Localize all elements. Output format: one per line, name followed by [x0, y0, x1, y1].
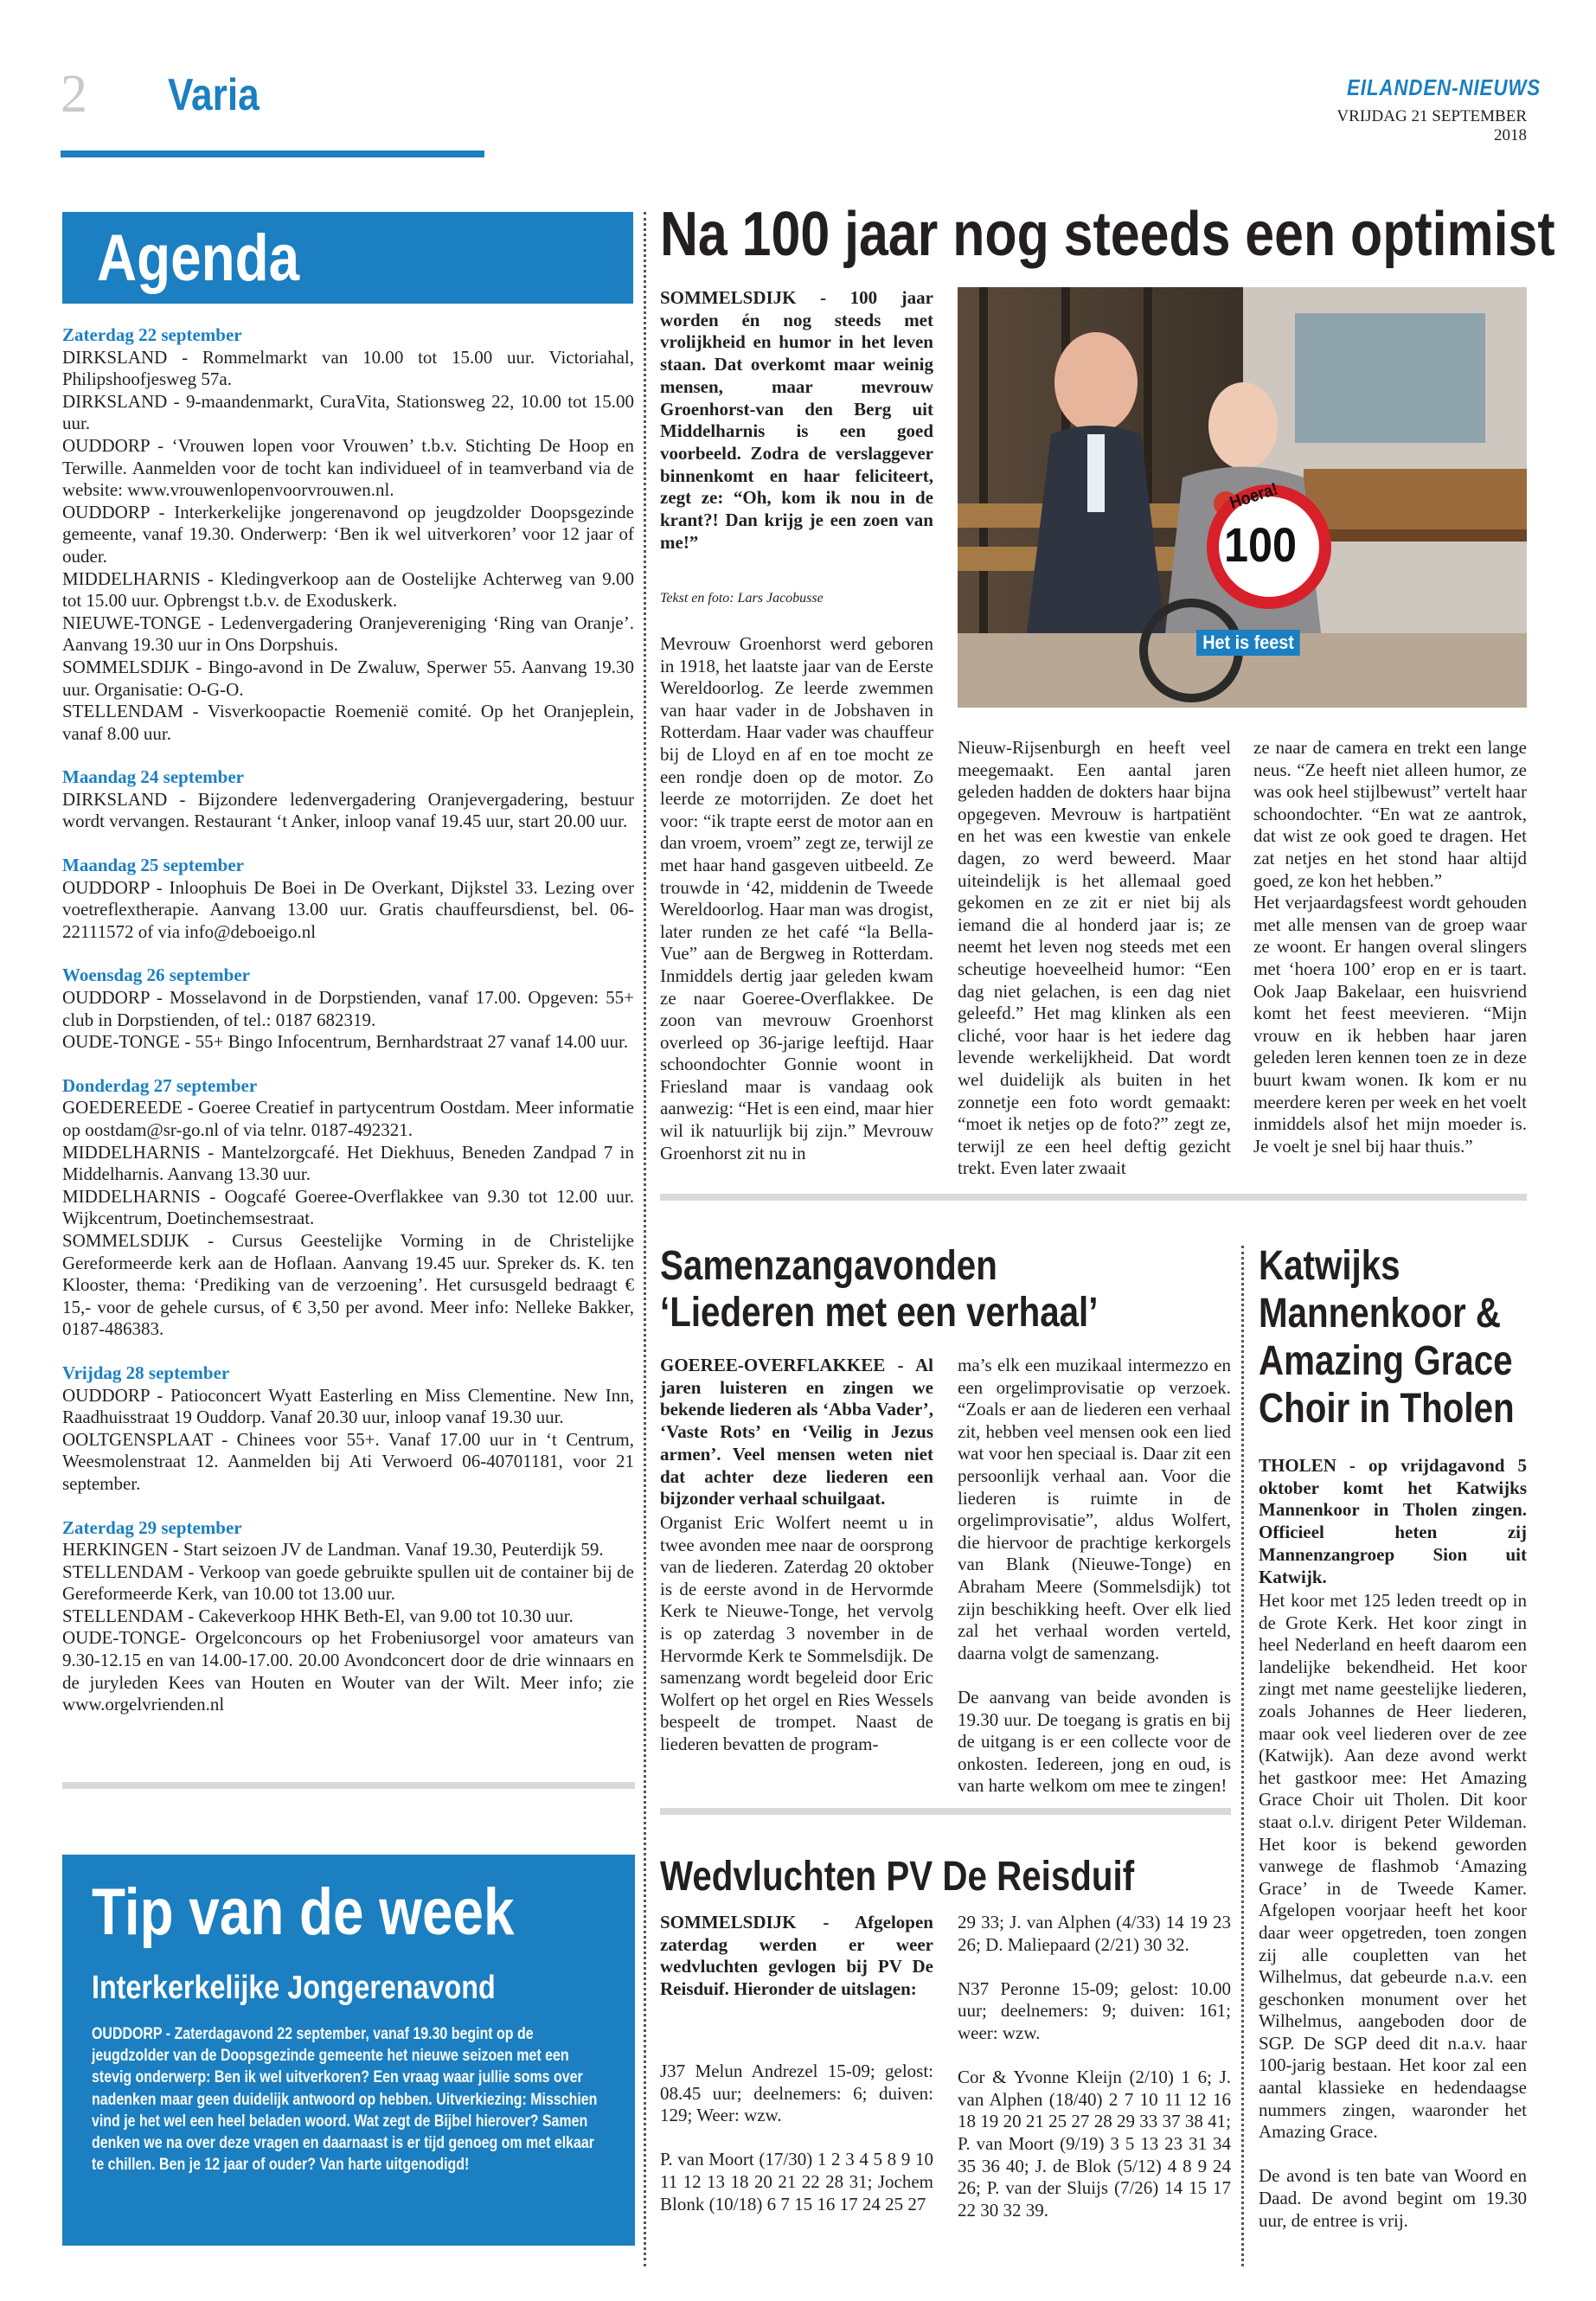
agenda-date: Zaterdag 22 september	[62, 324, 242, 345]
sign-hoera: Hoera!	[1227, 479, 1281, 513]
section-underline	[61, 151, 484, 157]
katwijk-lead: THOLEN - op vrijdagavond 5 oktober komt het Katwijks Mannenkoor in Tholen zingen. Officieel heten zij Mannenzangroep Sion uit Katwijk.	[1259, 1455, 1527, 1587]
agenda-entries: OUDDORP - Inloophuis De Boei in De Overkant, Dijkstel 33. Lezing over voetreflextherapie. Aanvang 13.00 uur. Gratis chauffeursdienst, bel. 06-22111572 of via info@deboeigo.nl	[62, 876, 634, 942]
wedvluchten-col-1: J37 Melun Andrezel 15-09; gelost: 08.45 uur; deelnemers: 6; duiven: 129; Weer: wzw. P. van Moort (17/30) 1 2 3 4 5 8 9 10 11 12 13 18 20 21 22 28 31; Jochem Blonk (10/18) 6 7 15 16 17 24 25 27	[660, 2061, 933, 2214]
katwijk-headline: Katwijks Mannenkoor & Amazing Grace Choir in Tholen	[1259, 1243, 1515, 1432]
issue-date: VRIJDAG 21 SEPTEMBER 2018	[1336, 107, 1527, 144]
tip-subtitle: Interkerkelijke Jongerenavond	[92, 1970, 496, 2006]
main-col-1: Mevrouw Groenhorst werd geboren in 1918, het laatste jaar van de Eerste Wereldoorlog. Ze leerde zwemmen van haar vader in de Jobshaven in Rotterdam. Haar vader was chauffeur bij de Lloyd en af en toe mocht ze een rondje doen op de motor. Zo leerde ze motorrijden. Ze doet het voor: “ik trapte eerst de motor aan en dan vroem, vroem” zegt ze, terwijl ze met haar hand gasgeven uitbeeld. Ze trouwde in ‘42, middenin de Tweede Wereldoorlog. Haar man was drogist, later runden ze het café “la Bella-Vue” aan de Bergweg in Rotterdam. Inmiddels dertig jaar geleden kwam ze naar Goeree-Overflakkee. De zoon van mevrouw Groenhorst overleed op 36-jarige leeftijd. Haar schoondochter Gonnie woont in Friesland maar is vandaag ook aanwezig: “Het is een eind, maar hier wil ik natuurlijk bij zijn.” Mevrouw Groenhorst zit nu in	[660, 633, 934, 1163]
agenda-list	[62, 324, 634, 1716]
agenda-date: Maandag 24 september	[62, 766, 244, 788]
samenzang-headline-2: ‘Liederen met een verhaal’	[660, 1290, 1099, 1336]
agenda-date: Maandag 25 september	[62, 855, 244, 876]
wedvluchten-col-2: 29 33; J. van Alphen (4/33) 14 19 23 26; D. Maliepaard (2/21) 30 32. N37 Peronne 15-09; gelost: 10.00 uur; deelnemers: 9; duiven: 161; weer: wzw. Cor & Yvonne Kleijn (2/10) 1 6; J. van Alphen (18/40) 2 7 10 11 12 16 18 19 20 21 25 27 28 29 33 37 38 41; P. van Moort (9/19) 3 5 13 23 31 34 35 36 40; J. de Blok (5/12) 4 8 9 24 26; P. van der Sluijs (7/26) 14 15 17 22 30 32 39.	[958, 1912, 1231, 2221]
divider-right	[1241, 1246, 1244, 2266]
photo-credit: Tekst en foto: Lars Jacobusse	[660, 591, 824, 606]
brand-logo: EILANDEN-NIEUWS	[1347, 74, 1542, 100]
samenzang-divider	[660, 1808, 1231, 1815]
agenda-entries: OUDDORP - Mosselavond in de Dorpstienden, vanaf 17.00. Opgeven: 55+ club in Dorpstienden, of tel.: 0187 682319. OUDE-TONGE - 55+ Bingo Infocentrum, Bernhardstraat 27 vanaf 14.00 uur.	[62, 987, 634, 1053]
katwijk-body: Het koor met 125 leden treedt op in de Grote Kerk. Het koor zingt in heel Nederland en heeft daarom een landelijke bekendheid. Het koor zingt met name geestelijke liederen, zoals Johannes de Heer liederen, maar ook veel liederen over de zee (Katwijk). Aan deze avond werkt het gastkoor mee: Het Amazing Grace Choir uit Tholen. Dit koor staat o.l.v. dirigent Peter Wildeman. Het koor is bekend geworden vanwege de flashmob ‘Amazing Grace’ in de Tweede Kamer. Afgelopen voorjaar heeft het koor daar weer opgetreden, toen zongen zij alle coupletten van het Wilhelmus, dat gebeurde n.a.v. een geschonken monument over het Wilhelmus, aangeboden door de SGP. De SGP deed dit n.a.v. haar 100-jarig bestaan. Het koor zal een aantal klassieke en hedendaagse nummers zingen, waaronder het Amazing Grace. De avond is ten bate van Woord en Daad. De avond begint om 19.30 uur, de entree is vrij.	[1259, 1590, 1527, 2231]
samenzang-col-1: Organist Eric Wolfert neemt u in twee avonden mee naar de oorsprong van de liederen. Zaterdag 20 oktober is de eerste avond in de Hervormde Kerk te Nieuwe-Tonge, het vervolg is op zaterdag 3 november in de Hervormde Kerk te Sommelsdijk. De samenzang wordt begeleid door Eric Wolfert op het orgel en Ries Wessels bespeelt de trompet. Naast de liederen bevatten de program-	[660, 1512, 933, 1754]
divider-left	[644, 212, 646, 2266]
wedvluchten-lead: SOMMELSDIJK - Afgelopen zaterdag werden er weer wedvluchten gevlogen bij PV De Reisduif. Hieronder de uitslagen:	[660, 1912, 933, 2000]
agenda-date: Woensdag 26 september	[62, 965, 250, 986]
main-col-2: Nieuw-Rijsenburgh en heeft veel meegemaakt. Een aantal jaren geleden hadden de dokters haar bijna opgegeven. Mevrouw is hartpatiënt en het was een kwestie van enkele dagen, zo werd beweerd. Maar uiteindelijk is het allemaal goed gekomen en ze zit er niet bij als iemand die al honderd jaar is; ze neemt het leven nog steeds met een scheutige hoeveelheid humor: “Een dag niet gelachen, is een dag niet geleefd.” Het mag klinken als een cliché, voor haar is het iedere dag levende werkelijkheid. Dat wordt wel duidelijk als buiten in het zonnetje een foto wordt gemaakt: “moet ik netjes op de foto?” zegt ze, terwijl ze een heel deftig gezicht trekt. Even later zwaait	[958, 737, 1231, 1179]
agenda-title: Agenda	[97, 221, 300, 295]
samenzang-col-2: ma’s elk een muzikaal intermezzo en een orgelimprovisatie op verzoek. “Zoals er aan de liederen een verhaal zit, hebben veel mensen ook een lied wat voor hen speciaal is. Daar zit een persoonlijk verhaal aan. Voor die liederen is ruimte in de orgelimprovisatie”, aldus Wolfert, die hiervoor de prachtige kerkorgels van Blank (Nieuwe-Tonge) en Abraham Meere (Sommelsdijk) tot zijn beschikking heeft. Over elk lied zal het verhaal worden verteld, daarna volgt de samenzang. De aanvang van beide avonden is 19.30 uur. De toegang is gratis en bij de uitgang is er een collecte voor de onkosten. Iedereen, jong en oud, is van harte welkom om mee te zingen!	[958, 1355, 1231, 1797]
tip-title: Tip van de week	[92, 1875, 515, 1949]
main-headline: Na 100 jaar nog steeds een optimist	[660, 200, 1555, 269]
wedvluchten-headline: Wedvluchten PV De Reisduif	[660, 1854, 1135, 1900]
celebration-photo	[958, 287, 1527, 708]
tip-body: OUDDORP - Zaterdagavond 22 september, vanaf 19.30 begint op de jeugdzolder van de Doopsgezinde gemeente het nieuwe seizoen met een stevig onderwerp: Ben ik wel uitverkoren? Een vraag waar jullie soms over nadenken maar geen duidelijk antwoord op hebben. Uitverkiezing: Misschien vind je het wel een heel beladen woord. Wat zegt de Bijbel hierover? Samen denken we na over deze vragen en daarnaast is er tijd genoeg om met elkaar te chillen. Ben je 12 jaar of ouder? Van harte uitgenodigd!	[92, 2025, 598, 2175]
agenda-date: Vrijdag 28 september	[62, 1362, 230, 1383]
agenda-date: Donderdag 27 september	[62, 1074, 258, 1096]
main-col-3: ze naar de camera en trekt een lange neus. “Ze heeft niet alleen humor, ze was ook heel stijlbewust” vertelt haar schoondochter. “En wat ze aantrok, dat wist ze ook goed te dragen. Het zat netjes en het stond haar altijd goed, ze kon het hebben.” Het verjaardagsfeest wordt gehouden met alle mensen van de groep waar ze woont. Er hangen overal slingers met ‘hoera 100’ erop en er is taart. Ook Jaap Bakelaar, een huisvriend komt het feest meevieren. “Mijn vrouw en ik hebben haar jaren geleden leren kennen toen ze in deze buurt kwam wonen. Ik kom er nu meerdere keren per week en het voelt inmiddels alsof het mijn moeder is. Je voelt je snel bij haar thuis.”	[1253, 737, 1527, 1157]
sign-feest: Het is feest	[1196, 630, 1300, 656]
agenda-entries: GOEDEREEDE - Goeree Creatief in partycentrum Oostdam. Meer informatie op oostdam@sr-go.nl of via telnr. 0187-492321. MIDDELHARNIS - Mantelzorgcafé. Het Diekhuus, Beneden Zandpad 7 in Middelharnis. Aanvang 13.30 uur. MIDDELHARNIS - Oogcafé Goeree-Overflakkee van 9.30 tot 12.00 uur. Wijkcentrum, Doetinchemsestraat. SOMMELSDIJK - Cursus Geestelijke Vorming in de Christelijke Gereformeerde kerk aan de Hoflaan. Aanvang 19.45 uur. Spreker ds. K. ten Klooster, thema: ‘Prediking van de verzoening’. Het cursusgeld bedraagt € 15,- voor de gehele cursus, of € 3,50 per avond. Meer info: Nelleke Bakker, 0187-486383.	[62, 1097, 634, 1340]
samenzang-headline-1: Samenzangavonden	[660, 1243, 997, 1289]
agenda-divider	[62, 1782, 635, 1789]
agenda-entries: DIRKSLAND - Bijzondere ledenvergadering Oranjevergadering, bestuur wordt vervangen. Restaurant ‘t Anker, inloop vanaf 19.45 uur, start 20.00 uur.	[62, 788, 634, 832]
agenda-entries: DIRKSLAND - Rommelmarkt van 10.00 tot 15.00 uur. Victoriahal, Philipshoofjesweg 57a. DIRKSLAND - 9-maandenmarkt, CuraVita, Stationsweg 22, 10.00 tot 15.00 uur. OUDDORP - ‘Vrouwen lopen voor Vrouwen’ t.b.v. Stichting De Hoop en Terwille. Aanmelden voor de tocht kan individueel of in teamverband via de website: www.vrouwenlopenvoorvrouwen.nl. OUDDORP - Interkerkelijke jongerenavond op jeugdzolder Doopsgezinde gemeente, vanaf 19.30. Onderwerp: ‘Ben ik wel uitverkoren’ voor 12 jaar of ouder. MIDDELHARNIS - Kledingverkoop aan de Oostelijke Achterweg van 9.00 tot 15.00 uur. Opbrengst t.b.v. de Exoduskerk. NIEUWE-TONGE - Ledenvergadering Oranjevereniging ‘Ring van Oranje’. Aanvang 19.30 uur in Ons Dorpshuis. SOMMELSDIJK - Bingo-avond in De Zwaluw, Sperwer 55. Aanvang 19.30 uur. Organisatie: O-G-O. STELLENDAM - Visverkoopactie Roemenië comité. Op het Oranjeplein, vanaf 8.00 uur.	[62, 346, 634, 744]
main-lead: SOMMELSDIJK - 100 jaar worden én nog steeds met vrolijkheid en humor in het leven staan. Dat overkomt maar weinig mensen, maar mevrouw Groenhorst-van den Berg uit Middelharnis is een goed voorbeeld. Zodra de verslaggever binnenkomt en haar feliciteert, zegt ze: “Oh, kom ik nou in de krant?! Dan krijg je een zoen van me!”	[660, 287, 933, 553]
main-divider	[660, 1194, 1527, 1201]
agenda-date: Zaterdag 29 september	[62, 1516, 242, 1538]
sign-number: 100	[1224, 517, 1298, 572]
samenzang-lead: GOEREE-OVERFLAKKEE - Al jaren luisteren en zingen we bekende liederen als ‘Abba Vader’, ‘Vaste Rots’ en ‘Veilig in Jezus armen’. Veel mensen weten niet dat achter deze liederen een bijzonder verhaal schuilgaat.	[660, 1355, 933, 1509]
page-number: 2	[61, 65, 87, 124]
section-title: Varia	[168, 70, 260, 120]
agenda-entries: OUDDORP - Patioconcert Wyatt Easterling en Miss Clementine. New Inn, Raadhuisstraat 19 Ouddorp. Vanaf 20.30 uur, inloop vanaf 19.30 uur. OOLTGENSPLAAT - Chinees voor 55+. Vanaf 17.00 uur in ‘t Centrum, Weesmolenstraat 12. Aanmelden bij Ati Verwoerd 06-40701181, voor 21 september.	[62, 1384, 634, 1494]
agenda-entries: HERKINGEN - Start seizoen JV de Landman. Vanaf 19.30, Peuterdijk 59. STELLENDAM - Verkoop van goede gebruikte spullen uit de container bij de Gereformeerde Kerk, van 10.00 tot 13.00 uur. STELLENDAM - Cakeverkoop HHK Beth-El, van 9.00 tot 10.30 uur. OUDE-TONGE- Orgelconcours op het Frobeniusorgel voor amateurs van 9.30-12.15 en van 14.00-17.00. 20.00 Avondconcert door de drie winnaars en de juryleden Kees van Houten en Wouter van der Wilt. Meer info; zie www.orgelvrienden.nl	[62, 1539, 634, 1715]
